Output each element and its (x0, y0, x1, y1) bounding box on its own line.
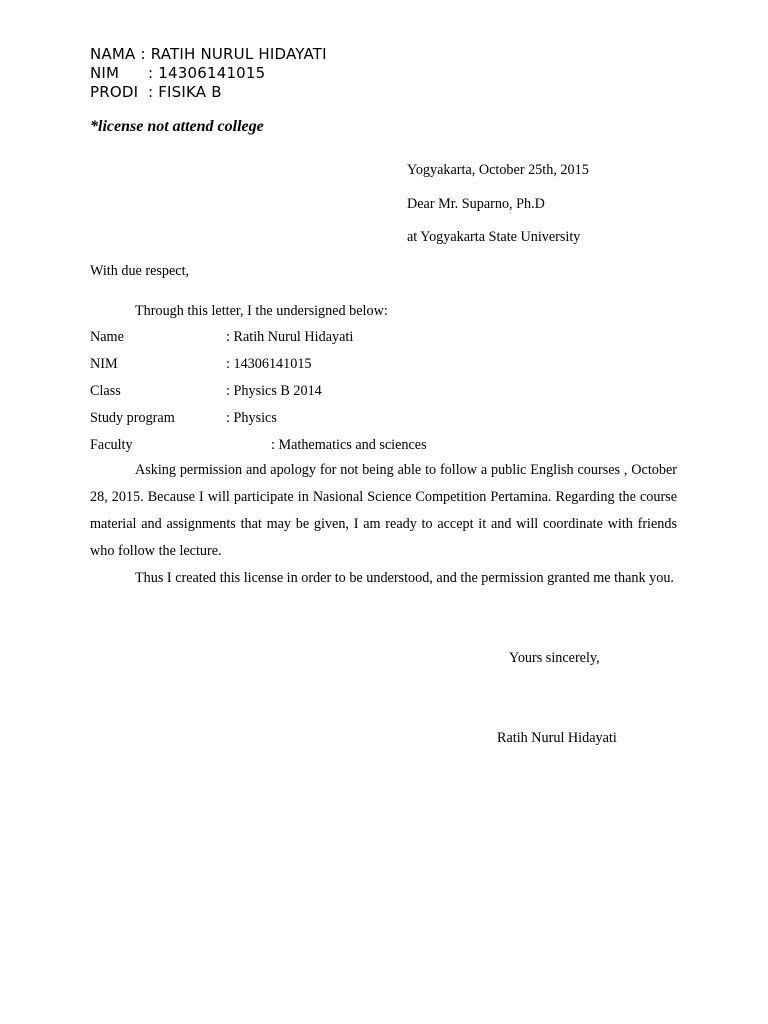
intro-text: Through this letter, I the undersigned below: (135, 303, 388, 319)
body-paragraph-2 (90, 565, 677, 592)
identity-value-name: : Ratih Nurul Hidayati (226, 329, 354, 345)
salutation: With due respect, (90, 263, 190, 279)
signature-name: Ratih Nurul Hidayati (497, 730, 617, 746)
body-paragraph-2-text: Thus I created this license in order to be understood, and the permission granted me thank you. (135, 570, 674, 586)
closing: Yours sincerely, (509, 650, 600, 666)
body-paragraph-1-text: Asking permission and apology for not being able to follow a public English courses , October 28, 2015. Because I will participate in Nasional Science Competition Pertamina. Regarding the course material and assignments that may be given, I am ready to accept it and will coordinate with friends who follow the lecture. (90, 462, 677, 559)
identity-value-nim: : 14306141015 (226, 356, 312, 372)
identity-label-name: Name (90, 329, 124, 345)
header-nim-separator: : (148, 64, 159, 82)
place-date: Yogyakarta, October 25th, 2015 (407, 162, 589, 178)
header-nama-label: NAMA (90, 45, 136, 63)
header-nim-line (90, 64, 265, 82)
header-prodi-label: PRODI (90, 83, 139, 101)
identity-label-study-program: Study program (90, 410, 175, 426)
header-prodi-separator: : (148, 83, 159, 101)
header-nim-label: NIM (90, 64, 120, 82)
header-nama-line (90, 45, 327, 63)
header-nama-value: RATIH NURUL HIDAYATI (150, 45, 327, 63)
identity-value-class: : Physics B 2014 (226, 383, 322, 399)
letter-subject: *license not attend college (90, 118, 264, 135)
recipient: Dear Mr. Suparno, Ph.D (407, 196, 545, 212)
identity-label-faculty: Faculty (90, 437, 133, 453)
identity-label-nim: NIM (90, 356, 118, 372)
identity-label-class: Class (90, 383, 121, 399)
header-prodi-value: FISIKA B (158, 83, 222, 101)
header-nim-value: 14306141015 (158, 64, 266, 82)
identity-value-faculty: : Mathematics and sciences (271, 437, 427, 453)
body-paragraph-1 (90, 457, 677, 565)
recipient-institution: at Yogyakarta State University (407, 229, 581, 245)
identity-value-study-program: : Physics (226, 410, 277, 426)
header-nama-separator: : (140, 45, 151, 63)
header-prodi-line (90, 83, 222, 101)
